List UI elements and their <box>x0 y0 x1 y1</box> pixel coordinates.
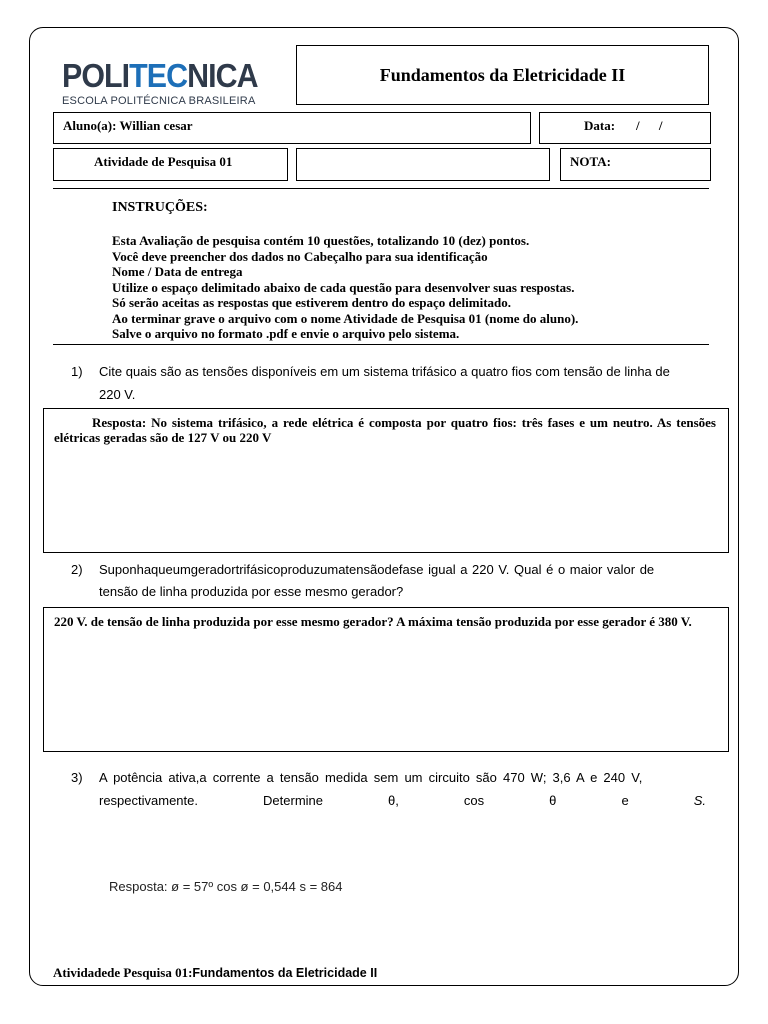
header-divider <box>53 188 709 189</box>
student-label: Aluno(a): Willian cesar <box>63 118 193 133</box>
question-2-text-cont: tensão de linha produzida por esse mesmo gerador? <box>99 584 404 599</box>
instruction-line: Esta Avaliação de pesquisa contém 10 questões, totalizando 10 (dez) pontos. <box>112 233 530 248</box>
instructions-divider <box>53 344 709 345</box>
question-3-text-cont <box>99 790 706 812</box>
logo-wordmark: POLITECNICA <box>62 57 258 94</box>
q3-word: θ <box>549 793 557 808</box>
title-box <box>296 45 709 105</box>
answer-3-text: Resposta: ø = 57º cos ø = 0,544 s = 864 <box>109 879 343 894</box>
question-1-text: Cite quais são as tensões disponíveis em um sistema trifásico a quatro fios com tensão de linha de <box>99 364 670 379</box>
date-value: / / <box>636 118 663 133</box>
q3-word: θ, <box>388 793 399 808</box>
question-2-number: 2) <box>71 562 83 577</box>
blank-field[interactable] <box>296 148 550 181</box>
instruction-line: Você deve preencher dos dados no Cabeçalho para sua identificação <box>112 248 488 264</box>
question-2-text: Suponhaqueumgeradortrifásicoproduzumatensãodefase igual a 220 V. Qual é o maior valor de <box>99 562 655 577</box>
politecnica-logo <box>62 56 258 110</box>
instruction-line: Utilize o espaço delimitado abaixo de cada questão para desenvolver suas respostas. <box>112 279 575 295</box>
q3-word: S. <box>693 793 706 808</box>
instruction-line: Salve o arquivo no formato .pdf e envie o arquivo pelo sistema. <box>112 326 460 341</box>
question-3-text: A potência ativa,a corrente a tensão medida sem um circuito são 470 W; 3,6 A e 240 V, <box>99 770 643 785</box>
footer-activity: Atividadede Pesquisa 01: <box>53 965 193 980</box>
q3-word: respectivamente. <box>99 793 198 808</box>
footer-course: Fundamentos da Eletricidade II <box>192 966 378 980</box>
grade-label: NOTA: <box>570 154 611 169</box>
instruction-line: Só serão aceitas as respostas que estiverem dentro do espaço delimitado. <box>112 295 512 310</box>
footer <box>53 965 377 981</box>
answer-1-box[interactable] <box>43 408 729 553</box>
instructions-heading: INSTRUÇÕES: <box>112 200 208 215</box>
answer-2-box[interactable] <box>43 607 729 752</box>
activity-field <box>53 148 288 181</box>
date-label: Data: <box>584 118 616 133</box>
logo-subtitle: ESCOLA POLITÉCNICA BRASILEIRA <box>62 95 256 107</box>
answer-1-text: Resposta: No sistema trifásico, a rede elétrica é composta por quatro fios: três fases e um neutro. As tensões elétricas geradas são de 127 V ou 220 V <box>54 415 716 445</box>
q3-word: cos <box>463 793 485 808</box>
date-field[interactable] <box>539 112 711 144</box>
instruction-line: Ao terminar grave o arquivo com o nome Atividade de Pesquisa 01 (nome do aluno). <box>112 310 579 326</box>
answer-2-text: 220 V. de tensão de linha produzida por esse mesmo gerador? A máxima tensão produzida por esse gerador é 380 V. <box>54 614 692 629</box>
q3-word: e <box>621 793 629 808</box>
grade-field <box>560 148 711 181</box>
student-field[interactable] <box>53 112 531 144</box>
question-1-number: 1) <box>71 364 83 379</box>
instruction-line: Nome / Data de entrega <box>112 264 243 279</box>
course-title: Fundamentos da Eletricidade II <box>379 65 626 85</box>
question-1-text-cont: 220 V. <box>99 387 136 402</box>
activity-label: Atividade de Pesquisa 01 <box>94 154 233 169</box>
q3-word: Determine <box>263 793 323 808</box>
question-3-number: 3) <box>71 770 83 785</box>
